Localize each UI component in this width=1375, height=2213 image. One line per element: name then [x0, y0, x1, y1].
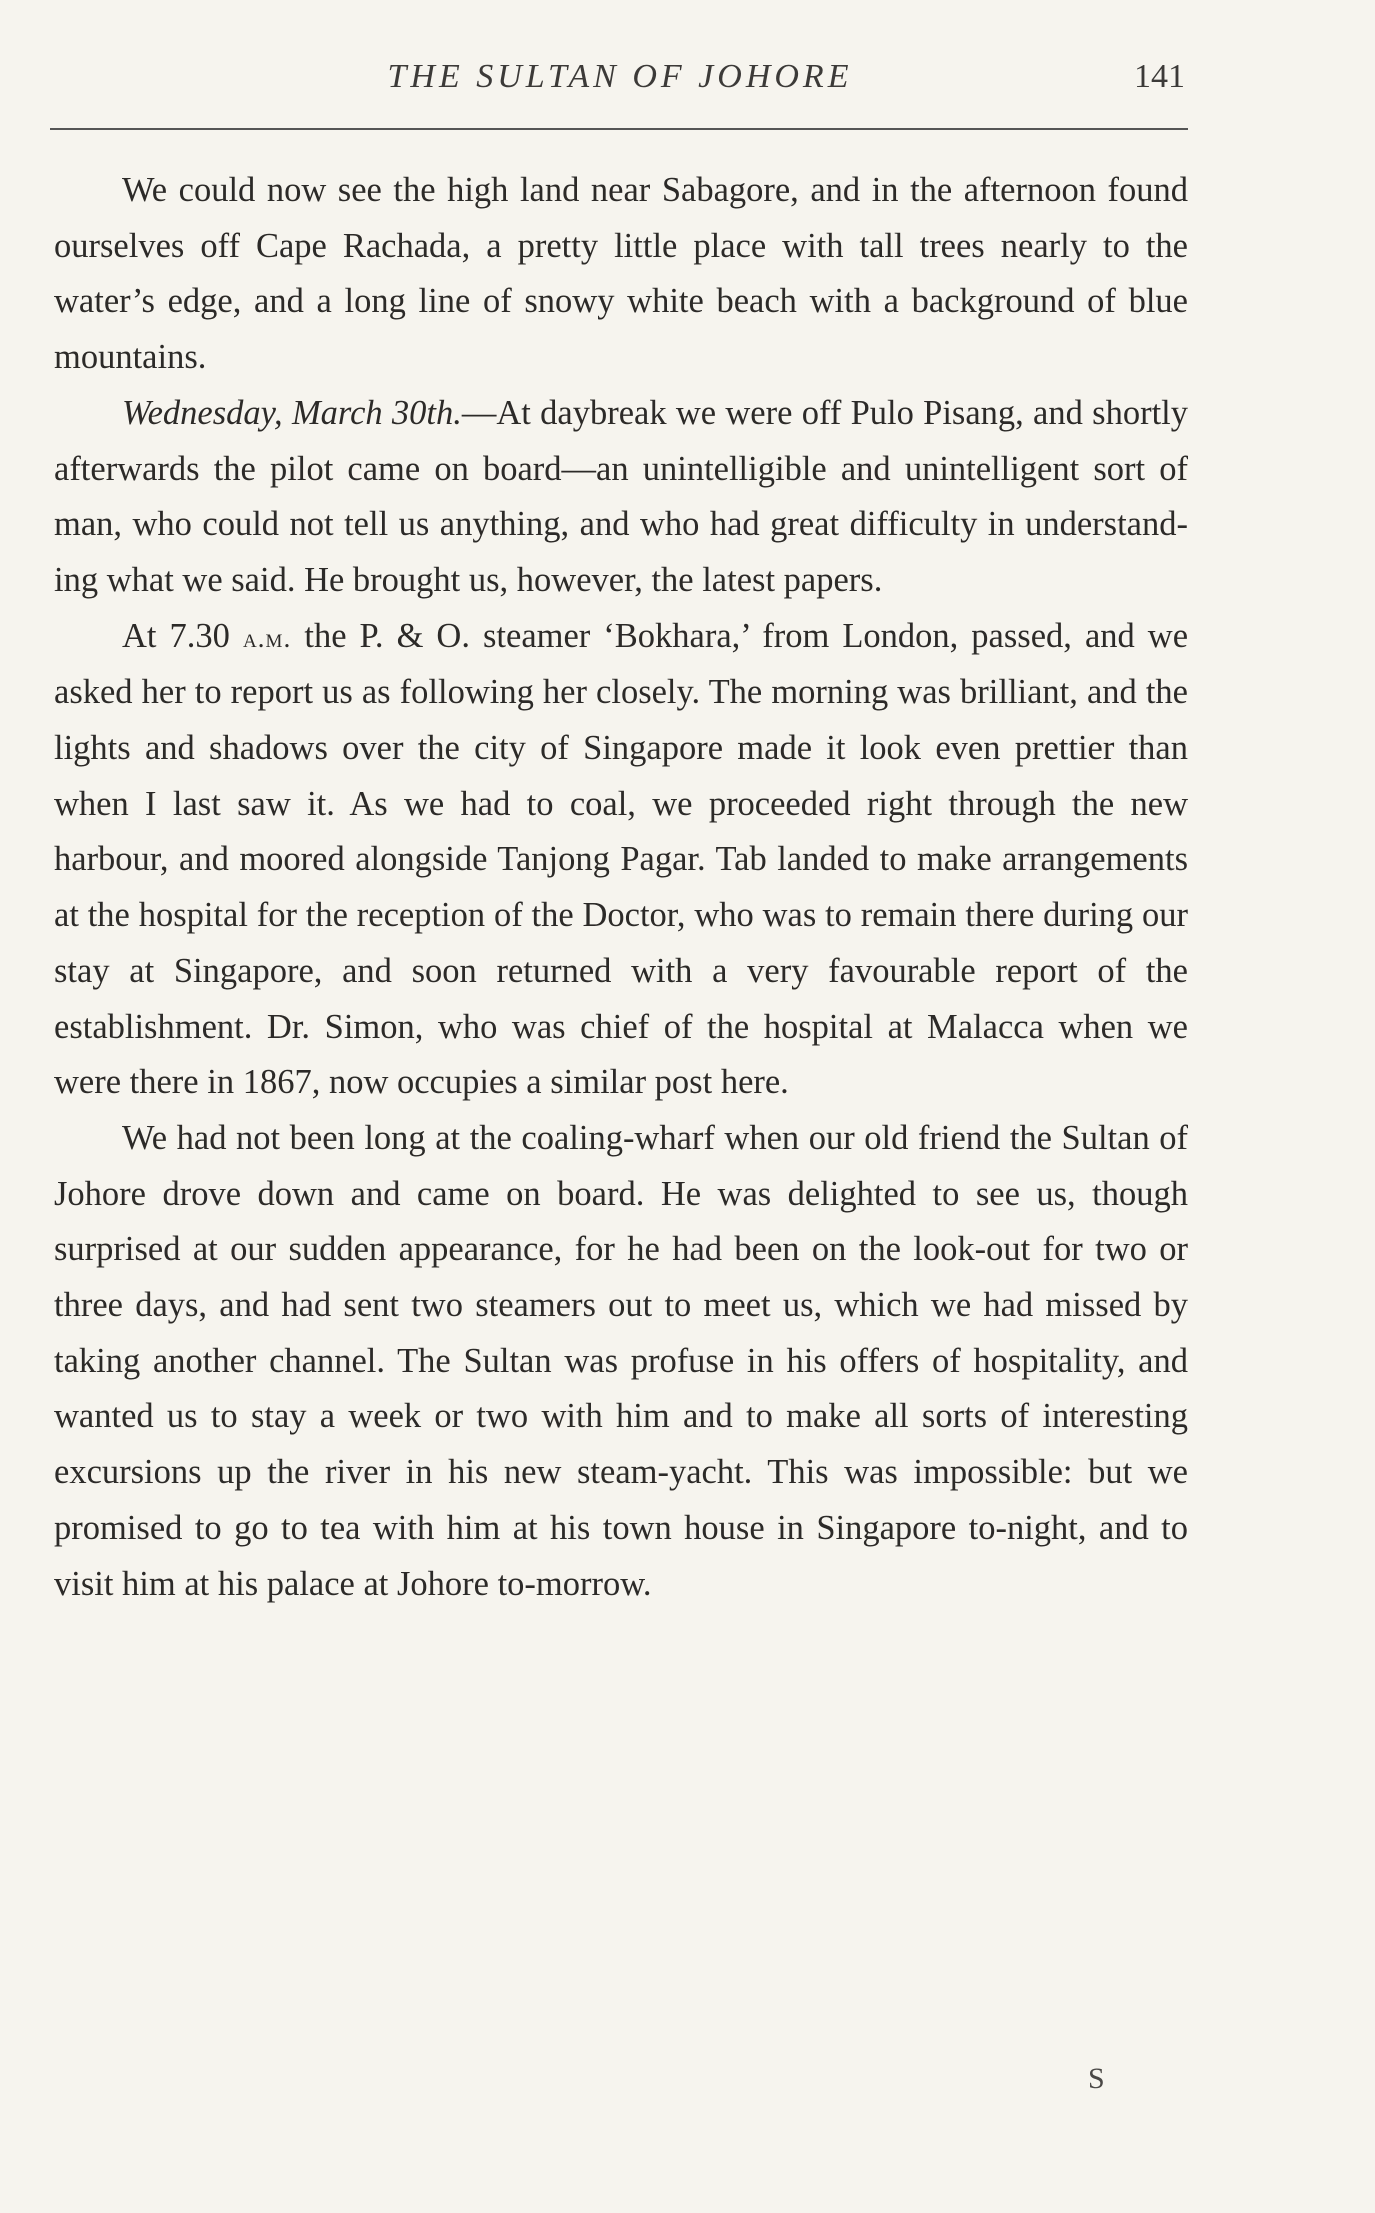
page-header — [55, 58, 1185, 108]
paragraph-2-text: —At daybreak we were off Pulo Pisang, and shortly afterwards the pilot came on board—an unintelligible and unintelligent sort of man, who could not tell us anything, and who had great difficulty in understanding what we said. He brought us, however, the latest papers. — [54, 393, 1188, 599]
paragraph-2 — [54, 386, 1188, 609]
paragraph-3-text: the P. & O. steamer ‘Bokhara,’ from London, passed, and we asked her to report us as following her closely. The morning was brilliant, and the lights and shadows over the city of Singapore made it look even prettier than when I last saw it. As we had to coal, we proceeded right through the new harbour, and moored alongside Tanjong Pagar. Tab landed to make arrangements at the hospital for the reception of the Doctor, who was to remain there during our stay at Singapore, and soon returned with a very favourable report of the establishment. Dr. Simon, who was chief of the hospital at Malacca when we were there in 1867, now occupies a similar post here. — [54, 616, 1189, 1102]
header-rule — [50, 128, 1188, 130]
signature-mark: S — [1088, 2062, 1106, 2095]
paragraph-4: We had not been long at the coaling-wharf when our old friend the Sultan of Johore drove down and came on board. He was delighted to see us, though surprised at our sudden appearance, for he had been on the look-out for two or three days, and had sent two steamers out to meet us, which we had missed by taking another channel. The Sultan was profuse in his offers of hospitality, and wanted us to stay a week or two with him and to make all sorts of interesting excursions up the river in his new steam-yacht. This was impossible: but we promised to go to tea with him at his town house in Singapore to-night, and to visit him at his palace at Johore to-morrow. — [54, 1118, 1188, 1603]
paragraph-1: We could now see the high land near Sabagore, and in the afternoon found ourselves off Cape Rachada, a pretty little place with tall trees nearly to the water’s edge, and a long line of snowy white beach with a background of blue mountains. — [54, 171, 1188, 377]
paragraph-3-start: At 7.30 — [122, 616, 243, 655]
time-abbrev: a.m. — [242, 621, 292, 653]
paragraph-3 — [54, 609, 1188, 1111]
body-text — [54, 163, 1188, 1612]
date-heading: Wednesday, March 30th. — [122, 393, 462, 432]
running-title: THE SULTAN OF JOHORE — [387, 58, 853, 95]
page-number: 141 — [1134, 58, 1185, 95]
